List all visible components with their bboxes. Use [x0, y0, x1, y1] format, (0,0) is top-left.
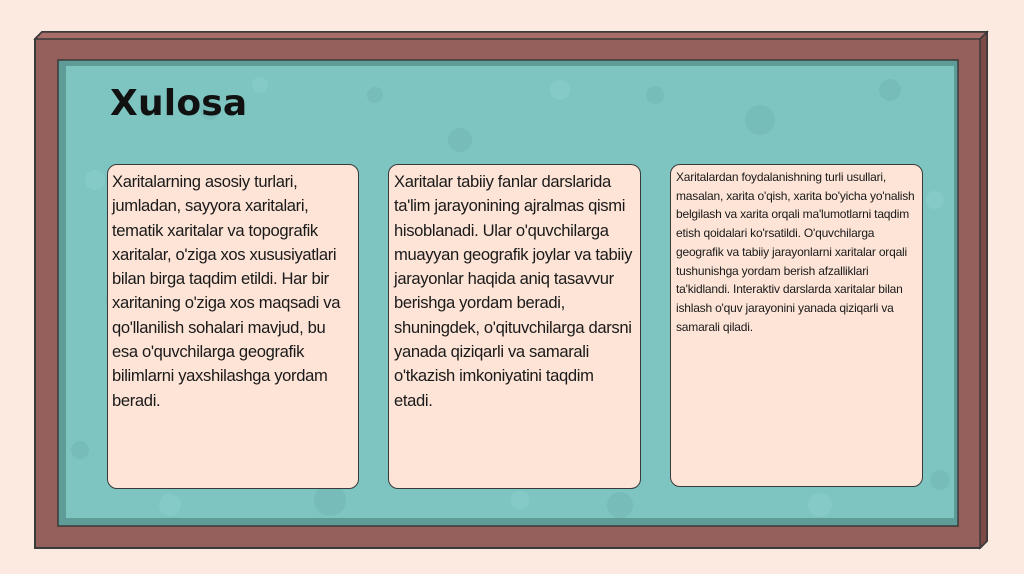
summary-card-1: [107, 164, 359, 489]
slide-title: Xulosa: [110, 83, 248, 124]
summary-card-1-text: Xaritalarning asosiy turlari, jumladan, sayyora xaritalari, tematik xaritalar va topografik xaritalar, o'ziga xos xususiyatlari bilan birga taqdim etildi. Har bir xaritaning o'ziga xos maqsadi va qo'llanilish sohalari mavjud, bu esa o'quvchilarga geografik bilimlarni yaxshilashga yordam beradi.: [112, 172, 341, 410]
summary-card-2: [388, 164, 641, 489]
summary-card-2-text: Xaritalar tabiiy fanlar darslarida ta'lim jarayonining ajralmas qismi hisoblanadi. Ular o'quvchilarga muayyan geografik joylar va tabiiy jarayonlar haqida aniq tasavvur berishga yordam beradi, shuningdek, o'qituvchilarga darsni yanada qiziqarli va samarali o'tkazish imkoniyatini taqdim etadi.: [394, 172, 633, 410]
frame-top-bevel: [35, 32, 987, 39]
summary-card-3-text: Xaritalardan foydalanishning turli usullari, masalan, xarita o'qish, xarita bo'yicha yo'nalish belgilash va xarita orqali ma'lumotlarni taqdim etish qoidalari ko'rsatildi. O'quvchilarga geografik va tabiiy jarayonlarni xaritalar orqali tushunishga yordam berish afzalliklari ta'kidlandi. Interaktiv darslarda xaritalar bilan ishlash o'quv jarayonini yanada qiziqarli va samarali qiladi.: [676, 170, 915, 334]
summary-card-3: [670, 164, 923, 487]
frame-right-bevel: [980, 32, 987, 548]
